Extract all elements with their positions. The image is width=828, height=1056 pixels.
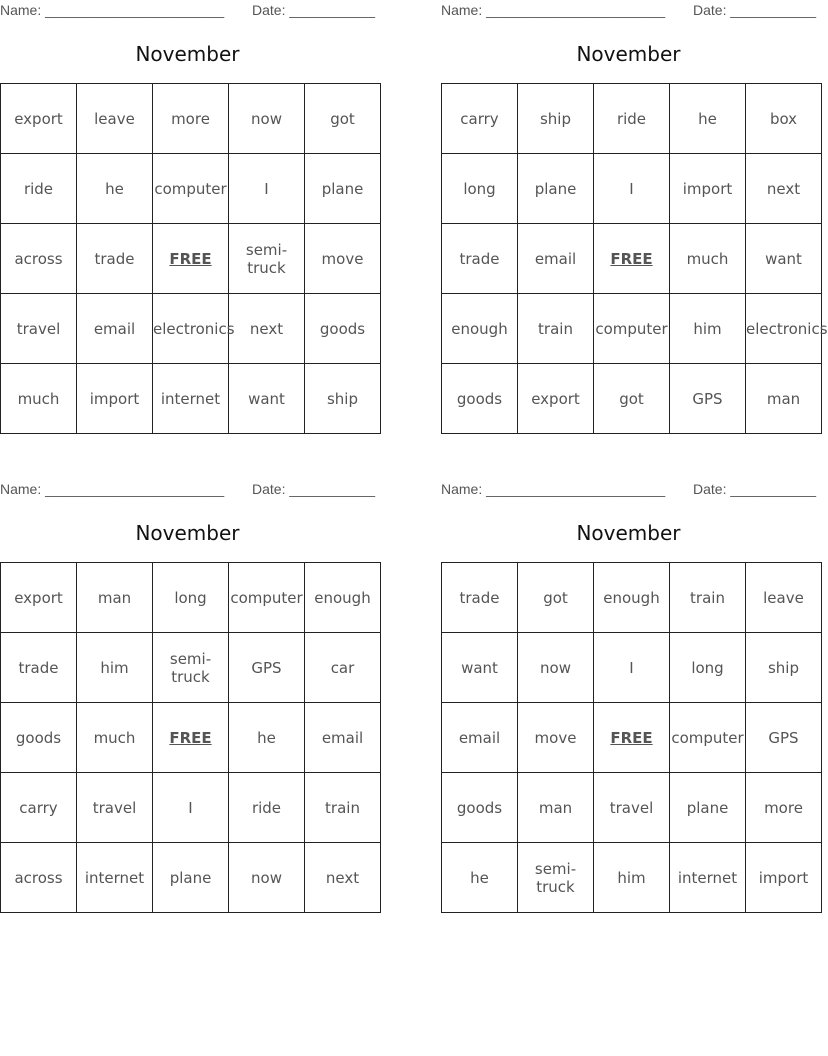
bingo-cell: FREE [594,224,670,294]
bingo-cell: he [442,843,518,913]
bingo-cell: goods [442,364,518,434]
date-field: Date: ___________ [693,481,816,497]
bingo-cell: goods [1,703,77,773]
grid-row [442,773,822,843]
bingo-cell: I [594,633,670,703]
card-header [441,479,816,501]
bingo-cell: car [305,633,381,703]
bingo-cell: man [746,364,822,434]
name-field: Name: _______________________ [441,2,666,18]
bingo-cell: he [670,84,746,154]
card-header [441,0,816,22]
bingo-cell: trade [442,224,518,294]
bingo-cell: travel [594,773,670,843]
grid-row [1,364,381,434]
bingo-cell: I [594,154,670,224]
bingo-cell: him [594,843,670,913]
bingo-cell: now [518,633,594,703]
bingo-cell: got [594,364,670,434]
bingo-cell: ship [518,84,594,154]
grid-row [1,154,381,224]
bingo-cell: semi-truck [153,633,229,703]
bingo-cell: he [77,154,153,224]
bingo-cell: move [305,224,381,294]
bingo-cell: he [229,703,305,773]
bingo-cell: now [229,84,305,154]
bingo-cell: got [518,563,594,633]
bingo-cell: ride [1,154,77,224]
bingo-cell: across [1,224,77,294]
bingo-grid [441,83,828,434]
bingo-cell: computer [153,154,229,224]
bingo-cell: long [670,633,746,703]
bingo-cell: carry [1,773,77,843]
card-title: November [135,42,240,66]
grid-row [442,294,822,364]
name-field: Name: _______________________ [0,2,225,18]
bingo-cell: ride [229,773,305,843]
bingo-cell: GPS [229,633,305,703]
bingo-cell: electronics [746,294,822,364]
bingo-cell: enough [442,294,518,364]
bingo-cell: trade [1,633,77,703]
grid-row [1,773,381,843]
grid-row [442,84,822,154]
grid-row [1,703,381,773]
date-field: Date: ___________ [693,2,816,18]
grid-row [442,703,822,773]
grid-row [442,843,822,913]
grid-row [442,364,822,434]
bingo-cell: FREE [153,703,229,773]
bingo-cell: export [1,84,77,154]
date-field: Date: ___________ [252,2,375,18]
card-title: November [576,42,681,66]
bingo-cell: semi-truck [518,843,594,913]
bingo-cell: leave [77,84,153,154]
bingo-cell: ship [305,364,381,434]
bingo-cell: much [670,224,746,294]
grid-row [1,843,381,913]
bingo-cell: import [746,843,822,913]
bingo-cell: man [77,563,153,633]
grid-row [442,154,822,224]
card-header [0,0,375,22]
bingo-cell: semi-truck [229,224,305,294]
bingo-cell: much [1,364,77,434]
bingo-cell: move [518,703,594,773]
bingo-grid [0,83,381,434]
bingo-cell: computer [594,294,670,364]
date-field: Date: ___________ [252,481,375,497]
bingo-cell: got [305,84,381,154]
bingo-cell: goods [305,294,381,364]
bingo-cell: long [442,154,518,224]
bingo-cell: want [442,633,518,703]
bingo-grid [441,562,822,913]
card-title: November [576,521,681,545]
grid-row [442,633,822,703]
bingo-cell: plane [305,154,381,224]
bingo-cell: email [518,224,594,294]
bingo-cell: box [746,84,822,154]
bingo-cell: carry [442,84,518,154]
bingo-cell: enough [305,563,381,633]
bingo-cell: FREE [594,703,670,773]
bingo-cell: email [305,703,381,773]
bingo-cell: FREE [153,224,229,294]
card-title: November [135,521,240,545]
bingo-cell: more [746,773,822,843]
bingo-grid [0,562,381,913]
bingo-cell: internet [153,364,229,434]
bingo-cell: leave [746,563,822,633]
bingo-cell: computer [229,563,305,633]
grid-row [1,84,381,154]
grid-row [442,563,822,633]
bingo-cell: GPS [746,703,822,773]
bingo-cell: electronics [153,294,229,364]
bingo-cell: next [229,294,305,364]
bingo-cell: travel [1,294,77,364]
bingo-cell: plane [670,773,746,843]
bingo-cell: email [77,294,153,364]
bingo-cell: much [77,703,153,773]
bingo-cell: enough [594,563,670,633]
bingo-cell: train [670,563,746,633]
bingo-cell: plane [518,154,594,224]
bingo-cell: train [305,773,381,843]
name-field: Name: _______________________ [0,481,225,497]
bingo-cell: computer [670,703,746,773]
bingo-cell: across [1,843,77,913]
bingo-cell: goods [442,773,518,843]
bingo-cell: ship [746,633,822,703]
bingo-cell: internet [670,843,746,913]
bingo-cell: next [746,154,822,224]
bingo-cell: more [153,84,229,154]
bingo-cell: long [153,563,229,633]
bingo-cell: export [518,364,594,434]
bingo-cell: want [229,364,305,434]
card-header [0,479,375,501]
bingo-cell: GPS [670,364,746,434]
bingo-cell: internet [77,843,153,913]
bingo-cell: want [746,224,822,294]
bingo-cell: next [305,843,381,913]
bingo-cell: I [153,773,229,843]
bingo-cell: him [670,294,746,364]
bingo-cell: him [77,633,153,703]
bingo-cell: man [518,773,594,843]
bingo-cell: ride [594,84,670,154]
bingo-cell: export [1,563,77,633]
bingo-cell: train [518,294,594,364]
name-field: Name: _______________________ [441,481,666,497]
bingo-cell: trade [442,563,518,633]
grid-row [1,563,381,633]
bingo-cell: email [442,703,518,773]
bingo-cell: now [229,843,305,913]
grid-row [1,294,381,364]
bingo-cell: plane [153,843,229,913]
bingo-cell: travel [77,773,153,843]
bingo-cell: import [670,154,746,224]
bingo-cell: I [229,154,305,224]
grid-row [442,224,822,294]
grid-row [1,633,381,703]
bingo-cell: import [77,364,153,434]
grid-row [1,224,381,294]
bingo-cell: trade [77,224,153,294]
